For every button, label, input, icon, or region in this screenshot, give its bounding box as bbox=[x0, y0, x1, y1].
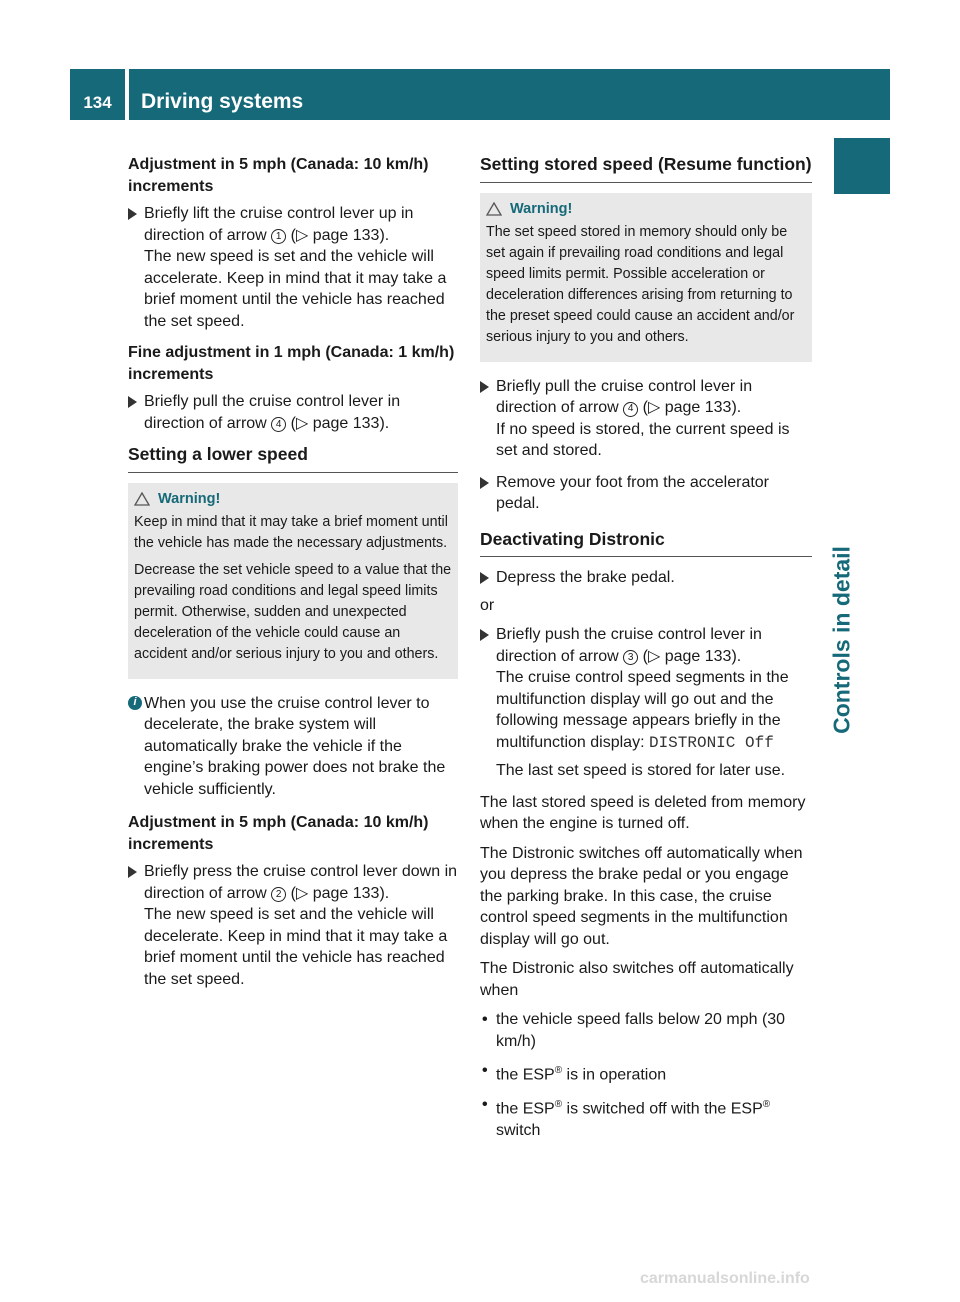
display-message: DISTRONIC Off bbox=[648, 733, 774, 752]
step-text: Briefly lift the cruise control lever up in direction of arrow bbox=[144, 205, 414, 244]
step-arrow-icon bbox=[128, 208, 137, 220]
arrow-number-icon: 1 bbox=[271, 229, 286, 244]
warning-triangle-icon bbox=[134, 492, 150, 506]
right-column bbox=[480, 150, 812, 1149]
info-note bbox=[128, 693, 458, 801]
bullet-text: the ESP bbox=[496, 1100, 555, 1118]
bullet-item bbox=[480, 1094, 812, 1141]
instruction-step bbox=[128, 391, 458, 434]
section-side-label: Controls in detail bbox=[828, 546, 855, 734]
step-arrow-icon bbox=[480, 629, 489, 641]
warning-title-text: Warning! bbox=[510, 200, 573, 217]
subheading-5mph-up: Adjustment in 5 mph (Canada: 10 km/h) increments bbox=[128, 156, 429, 195]
warning-text: The set speed stored in memory should only be set again if prevailing road conditions and legal speed limits permit. Possible acceleration or deceleration differences arising from returning to the preset speed could cause an accident and/or serious injury to you and others. bbox=[486, 223, 795, 345]
page-reference-link[interactable]: (▷ page 133). bbox=[642, 399, 742, 416]
step-text: Briefly pull the cruise control lever in direction of arrow bbox=[144, 393, 401, 432]
step-text: Briefly press the cruise control lever down in direction of arrow bbox=[144, 863, 458, 902]
or-text: or bbox=[480, 596, 495, 614]
step-detail: The new speed is set and the vehicle will decelerate. Keep in mind that it may take a brief moment until the vehicle has reached the set speed. bbox=[144, 906, 448, 988]
bullet-text: is switched off with the ESP bbox=[562, 1100, 763, 1118]
left-column bbox=[128, 150, 458, 1000]
arrow-number-icon: 3 bbox=[623, 650, 638, 665]
registered-mark: ® bbox=[554, 1098, 563, 1110]
step-text: Remove your foot from the accelerator pedal. bbox=[496, 473, 770, 512]
registered-mark: ® bbox=[762, 1098, 771, 1110]
page-number: 134 bbox=[70, 69, 125, 120]
step-text: Briefly push the cruise control lever in direction of arrow bbox=[496, 626, 762, 665]
warning-triangle-icon bbox=[486, 202, 502, 216]
instruction-step bbox=[480, 472, 812, 515]
warning-box bbox=[128, 483, 458, 679]
arrow-number-icon: 2 bbox=[271, 887, 286, 902]
step-arrow-icon bbox=[128, 396, 137, 408]
step-arrow-icon bbox=[480, 572, 489, 584]
watermark: carmanualsonline.info bbox=[640, 1270, 810, 1287]
page-reference-link[interactable]: (▷ page 133). bbox=[290, 226, 390, 244]
instruction-step bbox=[480, 376, 812, 462]
bullet-text: the ESP bbox=[496, 1066, 555, 1084]
step-detail: The new speed is set and the vehicle will accelerate. Keep in mind that it may take a brief moment until the vehicle has reached the set speed. bbox=[144, 248, 447, 330]
instruction-step bbox=[480, 624, 812, 782]
bullet-text: switch bbox=[496, 1121, 541, 1139]
step-detail: If no speed is stored, the current speed is set and stored. bbox=[496, 420, 790, 459]
section-heading-resume: Setting stored speed (Resume function) bbox=[480, 154, 812, 183]
chapter-title: Driving systems bbox=[129, 69, 890, 120]
section-heading-lower-speed: Setting a lower speed bbox=[128, 444, 458, 473]
bullet-dot-icon: • bbox=[482, 1095, 488, 1113]
subheading-1mph: Fine adjustment in 1 mph (Canada: 1 km/h) increments bbox=[128, 344, 455, 383]
section-heading-deactivating: Deactivating Distronic bbox=[480, 529, 812, 558]
page-reference-link[interactable]: (▷ page 133). bbox=[642, 647, 742, 665]
step-detail: The last set speed is stored for later use. bbox=[496, 762, 786, 779]
arrow-number-icon: 4 bbox=[271, 417, 286, 432]
bullet-item bbox=[480, 1060, 812, 1086]
info-icon: i bbox=[128, 696, 142, 710]
step-detail: The cruise control speed segments in the multifunction display will go out and the following message appears briefly in the multifunction display: bbox=[496, 669, 789, 751]
step-text: Briefly pull the cruise control lever in direction of arrow bbox=[496, 377, 753, 416]
bullet-text: the vehicle speed falls below 20 mph (30 km/h) bbox=[496, 1011, 786, 1050]
instruction-step bbox=[128, 203, 458, 332]
body-paragraph: The Distronic switches off automatically when you depress the brake pedal or you engage the parking brake. In this case, the cruise control speed segments in the multifunction display will go out. bbox=[480, 844, 803, 948]
bullet-dot-icon: • bbox=[482, 1011, 488, 1028]
warning-title-text: Warning! bbox=[158, 490, 221, 507]
instruction-step bbox=[128, 861, 458, 990]
arrow-number-icon: 4 bbox=[623, 402, 638, 417]
warning-title bbox=[134, 489, 452, 510]
registered-mark: ® bbox=[554, 1065, 563, 1076]
page-reference-link[interactable]: (▷ page 133). bbox=[290, 884, 390, 902]
step-arrow-icon bbox=[480, 477, 489, 489]
bullet-item bbox=[480, 1009, 812, 1052]
info-text: When you use the cruise control lever to decelerate, the brake system will automatically brake the vehicle if the engine’s braking power does not brake the vehicle sufficiently. bbox=[144, 694, 446, 798]
page-reference-link[interactable]: (▷ page 133). bbox=[290, 414, 390, 432]
warning-title bbox=[486, 199, 806, 220]
side-tab-marker bbox=[834, 138, 890, 194]
bullet-dot-icon: • bbox=[482, 1062, 488, 1079]
warning-text: Keep in mind that it may take a brief moment until the vehicle has made the necessary adjustments. bbox=[134, 513, 448, 551]
warning-box bbox=[480, 193, 812, 362]
step-arrow-icon bbox=[128, 866, 137, 878]
instruction-step bbox=[480, 567, 812, 589]
body-paragraph: The last stored speed is deleted from memory when the engine is turned off. bbox=[480, 793, 806, 832]
subheading-5mph-down: Adjustment in 5 mph (Canada: 10 km/h) increments bbox=[128, 814, 429, 853]
body-paragraph: The Distronic also switches off automatically when bbox=[480, 960, 794, 999]
bullet-text: is in operation bbox=[562, 1066, 667, 1084]
step-text: Depress the brake pedal. bbox=[496, 569, 675, 586]
warning-text: Decrease the set vehicle speed to a value that the prevailing road conditions and legal speed limits permit. Otherwise, sudden and unexpected deceleration of the vehicle could cause an accident and/or serious injury to you and others. bbox=[134, 561, 452, 662]
step-arrow-icon bbox=[480, 381, 489, 393]
